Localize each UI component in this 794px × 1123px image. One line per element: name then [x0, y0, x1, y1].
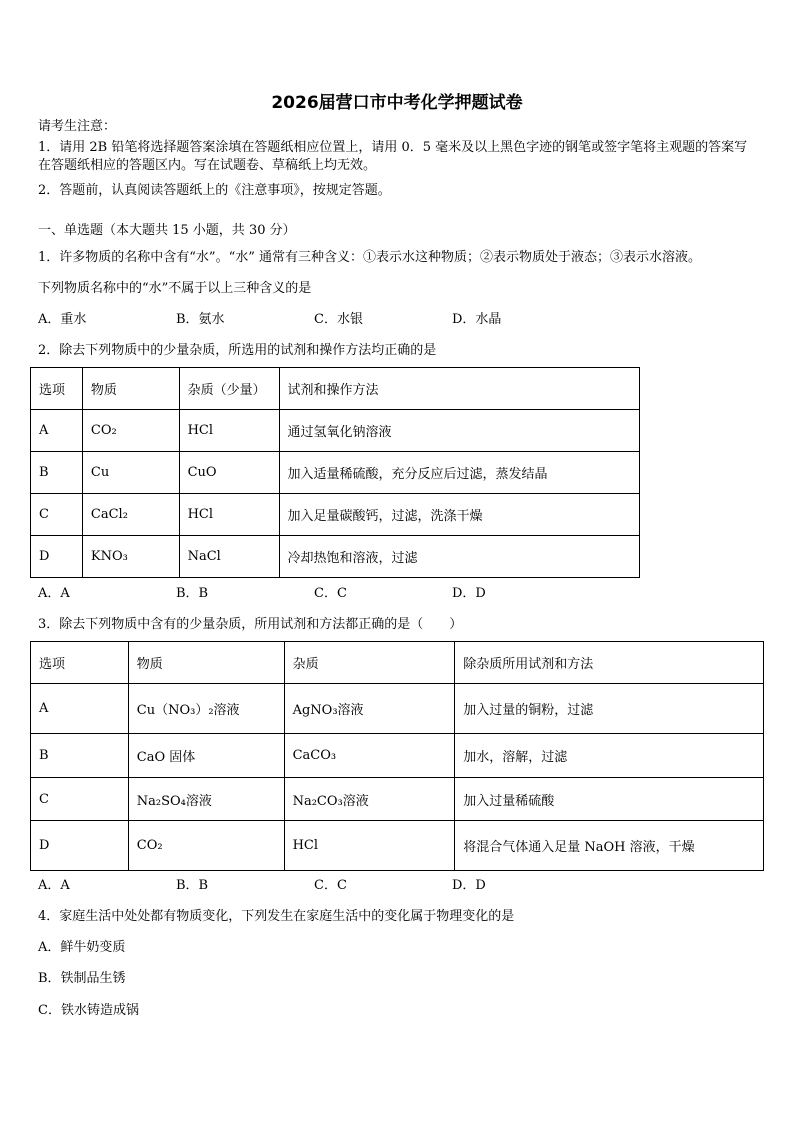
- q1-stem: 1．许多物质的名称中含有“水”。“水” 通常有三种含义：①表示水这种物质；②表示物质处于液态；③表示水溶液。: [38, 250, 701, 265]
- table-cell: C: [31, 494, 83, 536]
- header-cell: 物质: [82, 368, 179, 410]
- table-cell: HCl: [179, 410, 279, 452]
- q1-option-c[interactable]: C．水银: [314, 312, 363, 327]
- table-cell: C: [31, 778, 129, 821]
- notice-heading: 请考生注意：: [38, 119, 117, 134]
- table-cell: CaCO₃: [284, 734, 455, 778]
- q2-table: [30, 367, 640, 578]
- section-heading: 一、单选题（本大题共 15 小题，共 30 分）: [38, 223, 296, 238]
- table-header-row: [31, 642, 764, 684]
- table-row: [31, 684, 764, 734]
- table-cell: CO₂: [128, 821, 284, 871]
- q3-option-d[interactable]: D．D: [452, 878, 486, 893]
- q4-option-a[interactable]: A．鲜牛奶变质: [38, 940, 126, 955]
- table-cell: Na₂CO₃溶液: [284, 778, 455, 821]
- exam-title: 2026届营口市中考化学押题试卷: [271, 93, 523, 113]
- q2-option-d[interactable]: D．D: [452, 586, 486, 601]
- table-cell: 冷却热饱和溶液，过滤: [279, 536, 639, 578]
- table-cell: B: [31, 452, 83, 494]
- table-cell: Na₂SO₄溶液: [128, 778, 284, 821]
- q3-option-b[interactable]: B．B: [176, 878, 209, 893]
- table-row: [31, 536, 640, 578]
- q3-option-a[interactable]: A．A: [38, 878, 70, 893]
- table-cell: A: [31, 684, 129, 734]
- table-row: [31, 734, 764, 778]
- table-cell: Cu: [82, 452, 179, 494]
- header-cell: 选项: [31, 642, 129, 684]
- q3-option-c[interactable]: C．C: [314, 878, 347, 893]
- table-cell: NaCl: [179, 536, 279, 578]
- q2-option-a[interactable]: A．A: [38, 586, 70, 601]
- table-row: [31, 410, 640, 452]
- table-cell: HCl: [284, 821, 455, 871]
- table-cell: AgNO₃溶液: [284, 684, 455, 734]
- header-cell: 选项: [31, 368, 83, 410]
- table-cell: 加入过量稀硫酸: [455, 778, 764, 821]
- header-cell: 试剂和操作方法: [279, 368, 639, 410]
- table-cell: HCl: [179, 494, 279, 536]
- q4-stem: 4．家庭生活中处处都有物质变化，下列发生在家庭生活中的变化属于物理变化的是: [38, 909, 515, 924]
- q1-option-d[interactable]: D．水晶: [452, 312, 502, 327]
- notice-item-1: 1．请用 2B 铅笔将选择题答案涂填在答题纸相应位置上，请用 0．5 毫米及以上黑色字迹的钢笔或签字笔将主观题的答案写在答题纸相应的答题区内。写在试题卷、草稿纸上均无效。: [38, 140, 748, 173]
- q3-stem: 3．除去下列物质中含有的少量杂质，所用试剂和方法都正确的是（ ）: [38, 617, 463, 632]
- table-cell: KNO₃: [82, 536, 179, 578]
- q3-table: [30, 641, 764, 871]
- table-cell: 加入适量稀硫酸，充分反应后过滤，蒸发结晶: [279, 452, 639, 494]
- header-cell: 杂质（少量）: [179, 368, 279, 410]
- table-row: [31, 494, 640, 536]
- header-cell: 除杂质所用试剂和方法: [455, 642, 764, 684]
- table-cell: Cu（NO₃）₂溶液: [128, 684, 284, 734]
- table-cell: 通过氢氧化钠溶液: [279, 410, 639, 452]
- header-cell: 杂质: [284, 642, 455, 684]
- notice-item-2: 2．答题前，认真阅读答题纸上的《注意事项》，按规定答题。: [38, 183, 391, 198]
- table-row: [31, 821, 764, 871]
- q1-stem-2: 下列物质名称中的“水”不属于以上三种含义的是: [38, 281, 312, 296]
- q4-option-c[interactable]: C．铁水铸造成锅: [38, 1003, 139, 1018]
- q2-option-b[interactable]: B．B: [176, 586, 209, 601]
- q1-option-a[interactable]: A．重水: [38, 312, 87, 327]
- table-cell: D: [31, 536, 83, 578]
- table-cell: CaO 固体: [128, 734, 284, 778]
- header-cell: 物质: [128, 642, 284, 684]
- table-cell: CaCl₂: [82, 494, 179, 536]
- table-cell: B: [31, 734, 129, 778]
- table-header-row: [31, 368, 640, 410]
- table-cell: 加入过量的铜粉，过滤: [455, 684, 764, 734]
- table-cell: 加入足量碳酸钙，过滤，洗涤干燥: [279, 494, 639, 536]
- table-row: [31, 778, 764, 821]
- table-cell: 将混合气体通入足量 NaOH 溶液，干燥: [455, 821, 764, 871]
- q2-stem: 2．除去下列物质中的少量杂质，所选用的试剂和操作方法均正确的是: [38, 343, 437, 358]
- q1-option-b[interactable]: B．氨水: [176, 312, 225, 327]
- table-cell: A: [31, 410, 83, 452]
- table-cell: 加水，溶解，过滤: [455, 734, 764, 778]
- q2-option-c[interactable]: C．C: [314, 586, 347, 601]
- table-cell: CuO: [179, 452, 279, 494]
- table-cell: CO₂: [82, 410, 179, 452]
- table-cell: D: [31, 821, 129, 871]
- q4-option-b[interactable]: B．铁制品生锈: [38, 971, 126, 986]
- table-row: [31, 452, 640, 494]
